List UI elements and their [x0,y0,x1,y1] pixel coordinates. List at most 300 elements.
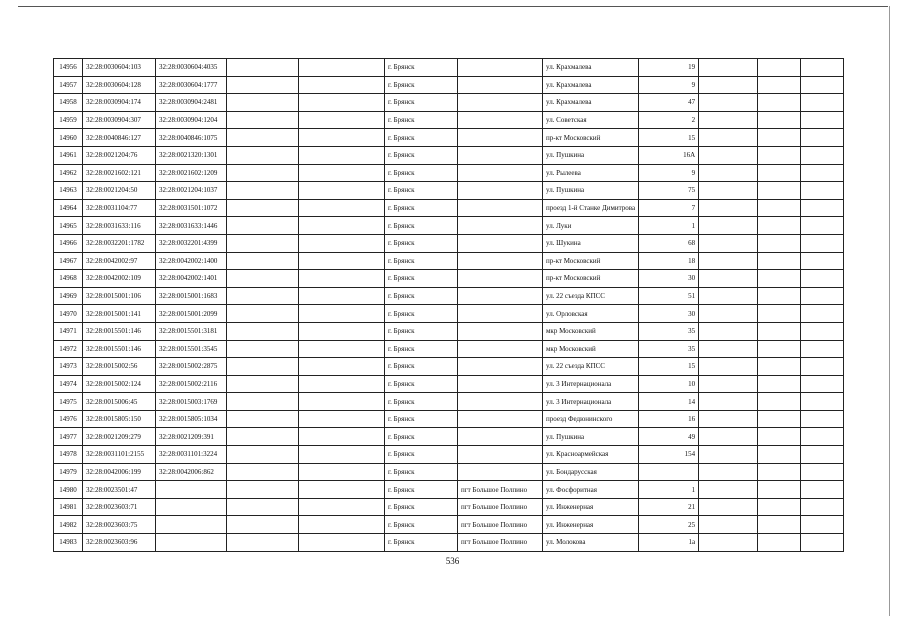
cell-city: г. Брянск [385,252,458,270]
cell-cadastral-number: 32:28:0023501:47 [83,481,156,499]
cell-empty [227,252,299,270]
cell-street: ул. Пушкина [543,428,639,446]
cell-street: ул. 3 Интернационала [543,393,639,411]
cell-parent-cadastral-number: 32:28:0031101:3224 [156,446,227,464]
cell-empty [801,146,844,164]
cell-empty [801,498,844,516]
cell-empty [699,199,758,217]
cell-parent-cadastral-number: 32:28:0031501:1072 [156,199,227,217]
cell-empty [227,375,299,393]
cell-empty [227,94,299,112]
cell-settlement [458,270,543,288]
cell-empty [699,94,758,112]
cell-record-number: 14961 [54,146,83,164]
cell-empty [758,164,801,182]
cell-street: пр-кт Московский [543,252,639,270]
cell-house-number: 47 [639,94,699,112]
table-row [54,305,844,323]
cell-empty [758,498,801,516]
cell-settlement [458,182,543,200]
cell-empty [227,76,299,94]
cell-empty [758,252,801,270]
cell-parent-cadastral-number: 32:28:0030604:1777 [156,76,227,94]
cell-record-number: 14966 [54,234,83,252]
cell-settlement [458,322,543,340]
table-row [54,59,844,77]
cell-city: г. Брянск [385,463,458,481]
cell-empty [801,340,844,358]
table-row [54,428,844,446]
cell-record-number: 14974 [54,375,83,393]
cell-empty [299,463,385,481]
cell-empty [227,393,299,411]
cell-empty [227,446,299,464]
cell-empty [299,305,385,323]
cell-empty [299,94,385,112]
cell-empty [299,217,385,235]
cell-city: г. Брянск [385,164,458,182]
cell-city: г. Брянск [385,59,458,77]
cell-empty [299,146,385,164]
cell-parent-cadastral-number: 32:28:0015003:1769 [156,393,227,411]
cell-empty [699,446,758,464]
cell-empty [801,393,844,411]
cell-cadastral-number: 32:28:0030904:174 [83,94,156,112]
cell-record-number: 14963 [54,182,83,200]
cell-parent-cadastral-number [156,516,227,534]
cell-cadastral-number: 32:28:0015006:45 [83,393,156,411]
cell-empty [299,76,385,94]
cell-empty [699,182,758,200]
cell-empty [299,358,385,376]
cell-empty [299,111,385,129]
cell-record-number: 14977 [54,428,83,446]
cell-city: г. Брянск [385,322,458,340]
cell-street: ул. Пушкина [543,182,639,200]
table-row [54,199,844,217]
cell-parent-cadastral-number: 32:28:0015805:1034 [156,410,227,428]
cell-street: ул. Бондарусская [543,463,639,481]
cell-empty [758,446,801,464]
cell-empty [227,182,299,200]
cell-street: ул. Крахмалева [543,76,639,94]
cell-empty [227,428,299,446]
cell-empty [299,446,385,464]
cell-empty [801,164,844,182]
cell-record-number: 14972 [54,340,83,358]
table-row [54,463,844,481]
cell-record-number: 14976 [54,410,83,428]
cell-empty [299,410,385,428]
cell-settlement [458,375,543,393]
cell-empty [801,252,844,270]
cell-empty [801,463,844,481]
cell-empty [758,234,801,252]
cell-city: г. Брянск [385,446,458,464]
cell-house-number: 18 [639,252,699,270]
cell-empty [227,59,299,77]
cell-empty [699,146,758,164]
cell-empty [227,322,299,340]
cell-cadastral-number: 32:28:0040846:127 [83,129,156,147]
table-row [54,534,844,552]
cell-cadastral-number: 32:28:0030604:103 [83,59,156,77]
table-row [54,393,844,411]
cell-empty [299,199,385,217]
cell-city: г. Брянск [385,481,458,499]
cell-empty [801,59,844,77]
cell-empty [227,287,299,305]
cell-record-number: 14965 [54,217,83,235]
cell-record-number: 14968 [54,270,83,288]
cell-settlement [458,111,543,129]
cell-street: ул. Советская [543,111,639,129]
cell-empty [758,393,801,411]
cell-parent-cadastral-number [156,534,227,552]
cell-empty [758,146,801,164]
table-row [54,252,844,270]
table-row [54,287,844,305]
cell-settlement [458,463,543,481]
cell-empty [801,305,844,323]
table-row [54,322,844,340]
cell-house-number: 9 [639,76,699,94]
table-row [54,76,844,94]
cell-record-number: 14964 [54,199,83,217]
table-row [54,446,844,464]
registry-table [53,58,844,552]
cell-city: г. Брянск [385,393,458,411]
cell-settlement [458,358,543,376]
cell-parent-cadastral-number: 32:28:0032201:4399 [156,234,227,252]
cell-settlement [458,393,543,411]
cell-empty [758,358,801,376]
cell-empty [801,111,844,129]
cell-house-number: 1а [639,534,699,552]
cell-empty [758,287,801,305]
cell-street: ул. Крахмалева [543,59,639,77]
cell-parent-cadastral-number: 32:28:0040846:1075 [156,129,227,147]
cell-city: г. Брянск [385,375,458,393]
cell-settlement [458,340,543,358]
cell-cadastral-number: 32:28:0023603:71 [83,498,156,516]
cell-house-number: 15 [639,358,699,376]
cell-empty [299,287,385,305]
table-row [54,234,844,252]
cell-settlement [458,287,543,305]
cell-city: г. Брянск [385,358,458,376]
cell-empty [299,393,385,411]
cell-cadastral-number: 32:28:0021204:76 [83,146,156,164]
cell-empty [299,164,385,182]
cell-empty [227,498,299,516]
cell-city: г. Брянск [385,217,458,235]
cell-street: ул. Рылеева [543,164,639,182]
cell-street: ул. Крахмалева [543,94,639,112]
cell-empty [227,516,299,534]
cell-empty [801,234,844,252]
cell-house-number: 75 [639,182,699,200]
table-row [54,217,844,235]
cell-city: г. Брянск [385,340,458,358]
cell-empty [227,481,299,499]
cell-settlement: пгт Большое Полпино [458,481,543,499]
cell-house-number: 10 [639,375,699,393]
cell-empty [227,534,299,552]
cell-empty [758,463,801,481]
cell-empty [699,393,758,411]
cell-house-number: 51 [639,287,699,305]
cell-parent-cadastral-number: 32:28:0015001:2099 [156,305,227,323]
cell-house-number: 2 [639,111,699,129]
cell-settlement: пгт Большое Полпино [458,534,543,552]
cell-record-number: 14959 [54,111,83,129]
cell-empty [227,305,299,323]
cell-street: ул. Луки [543,217,639,235]
cell-house-number: 49 [639,428,699,446]
cell-street: мкр Московский [543,340,639,358]
cell-cadastral-number: 32:28:0030604:128 [83,76,156,94]
cell-empty [299,375,385,393]
cell-settlement: пгт Большое Полпино [458,498,543,516]
cell-parent-cadastral-number: 32:28:0015002:2116 [156,375,227,393]
table-row [54,182,844,200]
cell-empty [299,129,385,147]
cell-empty [299,270,385,288]
cell-record-number: 14983 [54,534,83,552]
cell-empty [801,322,844,340]
cell-house-number: 7 [639,199,699,217]
cell-house-number: 35 [639,340,699,358]
cell-city: г. Брянск [385,410,458,428]
cell-empty [299,498,385,516]
cell-empty [801,199,844,217]
cell-record-number: 14958 [54,94,83,112]
cell-street: мкр Московский [543,322,639,340]
cell-parent-cadastral-number: 32:28:0042002:1400 [156,252,227,270]
cell-empty [227,217,299,235]
cell-cadastral-number: 32:28:0031104:77 [83,199,156,217]
cell-city: г. Брянск [385,199,458,217]
cell-street: пр-кт Московский [543,129,639,147]
cell-city: г. Брянск [385,516,458,534]
cell-empty [801,375,844,393]
cell-street: ул. Фосфоритная [543,481,639,499]
cell-parent-cadastral-number: 32:28:0021204:1037 [156,182,227,200]
cell-record-number: 14971 [54,322,83,340]
cell-street: ул. Орловская [543,305,639,323]
cell-record-number: 14969 [54,287,83,305]
cell-settlement [458,146,543,164]
cell-empty [758,534,801,552]
cell-cadastral-number: 32:28:0015001:106 [83,287,156,305]
cell-cadastral-number: 32:28:0021209:279 [83,428,156,446]
cell-empty [801,217,844,235]
cell-house-number: 30 [639,305,699,323]
cell-cadastral-number: 32:28:0015805:150 [83,410,156,428]
table-row [54,94,844,112]
cell-empty [758,428,801,446]
cell-cadastral-number: 32:28:0032201:1782 [83,234,156,252]
cell-house-number: 9 [639,164,699,182]
cell-record-number: 14970 [54,305,83,323]
cell-empty [801,358,844,376]
cell-settlement [458,164,543,182]
cell-record-number: 14967 [54,252,83,270]
cell-empty [227,340,299,358]
cell-parent-cadastral-number: 32:28:0042006:862 [156,463,227,481]
cell-cadastral-number: 32:28:0042006:199 [83,463,156,481]
page-right-rule [889,6,890,616]
cell-city: г. Брянск [385,146,458,164]
cell-house-number: 68 [639,234,699,252]
cell-empty [801,481,844,499]
cell-street: ул. Молокова [543,534,639,552]
cell-empty [699,287,758,305]
cell-city: г. Брянск [385,287,458,305]
table-row [54,498,844,516]
table-row [54,146,844,164]
cell-empty [758,94,801,112]
cell-cadastral-number: 32:28:0030904:307 [83,111,156,129]
cell-cadastral-number: 32:28:0042002:109 [83,270,156,288]
cell-empty [758,182,801,200]
cell-empty [227,234,299,252]
cell-empty [699,111,758,129]
cell-house-number: 35 [639,322,699,340]
cell-parent-cadastral-number [156,498,227,516]
cell-empty [227,146,299,164]
cell-settlement [458,252,543,270]
table-row [54,410,844,428]
cell-empty [227,111,299,129]
cell-settlement [458,217,543,235]
cell-parent-cadastral-number: 32:28:0031633:1446 [156,217,227,235]
cell-empty [227,410,299,428]
cell-house-number: 25 [639,516,699,534]
cell-city: г. Брянск [385,129,458,147]
cell-empty [801,446,844,464]
cell-street: проезд 1-й Станке Димитрова [543,199,639,217]
cell-empty [801,129,844,147]
cell-empty [299,234,385,252]
cell-empty [801,428,844,446]
cell-house-number: 1 [639,217,699,235]
cell-record-number: 14975 [54,393,83,411]
cell-empty [801,516,844,534]
cell-record-number: 14982 [54,516,83,534]
cell-cadastral-number: 32:28:0021602:121 [83,164,156,182]
cell-empty [227,463,299,481]
registry-table-body [54,59,844,552]
cell-empty [758,199,801,217]
cell-city: г. Брянск [385,111,458,129]
cell-cadastral-number: 32:28:0042002:97 [83,252,156,270]
cell-record-number: 14981 [54,498,83,516]
cell-empty [299,481,385,499]
cell-empty [801,94,844,112]
cell-city: г. Брянск [385,76,458,94]
cell-empty [699,358,758,376]
cell-empty [758,481,801,499]
page-top-rule [18,6,888,7]
cell-empty [699,498,758,516]
table-row [54,270,844,288]
cell-empty [227,270,299,288]
cell-city: г. Брянск [385,182,458,200]
cell-cadastral-number: 32:28:0015002:56 [83,358,156,376]
cell-record-number: 14962 [54,164,83,182]
cell-empty [299,340,385,358]
cell-empty [227,199,299,217]
cell-empty [299,182,385,200]
cell-record-number: 14980 [54,481,83,499]
cell-cadastral-number: 32:28:0015001:141 [83,305,156,323]
cell-cadastral-number: 32:28:0015002:124 [83,375,156,393]
cell-street: ул. 22 съезда КПСС [543,358,639,376]
cell-empty [758,375,801,393]
cell-street: ул. Инженерная [543,516,639,534]
cell-street: пр-кт Московский [543,270,639,288]
cell-settlement [458,410,543,428]
table-row [54,164,844,182]
cell-record-number: 14978 [54,446,83,464]
cell-empty [758,516,801,534]
cell-street: ул. 3 Интернационала [543,375,639,393]
table-row [54,340,844,358]
cell-parent-cadastral-number [156,481,227,499]
cell-empty [758,129,801,147]
cell-empty [699,428,758,446]
cell-settlement [458,76,543,94]
cell-cadastral-number: 32:28:0023603:75 [83,516,156,534]
table-row [54,375,844,393]
cell-empty [758,305,801,323]
cell-empty [699,410,758,428]
cell-house-number: 16А [639,146,699,164]
cell-house-number: 19 [639,59,699,77]
cell-parent-cadastral-number: 32:28:0030904:1204 [156,111,227,129]
cell-settlement [458,305,543,323]
cell-empty [801,182,844,200]
cell-empty [699,129,758,147]
cell-settlement [458,59,543,77]
cell-settlement [458,428,543,446]
cell-street: ул. Красноармейская [543,446,639,464]
cell-street: проезд Федюнинского [543,410,639,428]
cell-empty [299,534,385,552]
cell-empty [758,76,801,94]
cell-empty [801,76,844,94]
cell-empty [699,59,758,77]
cell-parent-cadastral-number: 32:28:0030904:2481 [156,94,227,112]
cell-parent-cadastral-number: 32:28:0021602:1209 [156,164,227,182]
cell-city: г. Брянск [385,234,458,252]
cell-settlement [458,129,543,147]
table-row [54,516,844,534]
cell-empty [699,322,758,340]
cell-city: г. Брянск [385,534,458,552]
cell-parent-cadastral-number: 32:28:0030604:4035 [156,59,227,77]
cell-city: г. Брянск [385,498,458,516]
cell-empty [699,375,758,393]
page-number: 536 [445,556,460,566]
cell-parent-cadastral-number: 32:28:0015002:2875 [156,358,227,376]
cell-parent-cadastral-number: 32:28:0021320:1301 [156,146,227,164]
cell-settlement [458,234,543,252]
cell-empty [299,428,385,446]
cell-empty [227,129,299,147]
